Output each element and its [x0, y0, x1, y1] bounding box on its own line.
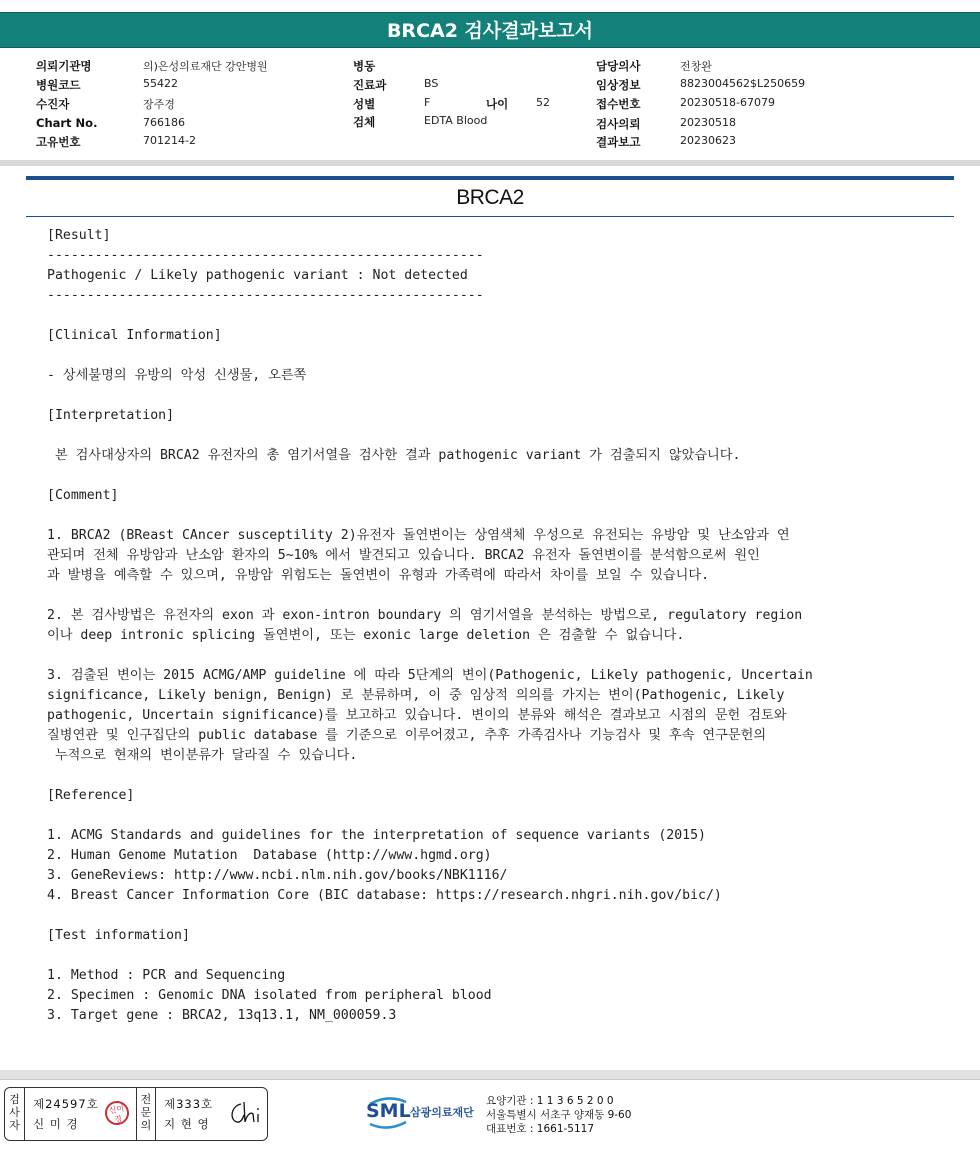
report-line: significance, Likely benign, Benign) 로 분류하며, 이 중 임상적 의의를 가지는 변이(Pathogenic, Likely	[47, 688, 785, 703]
report-line: -------------------------------------------------------	[47, 248, 484, 263]
report-line: 2. Human Genome Mutation Database (http://www.hgmd.org)	[47, 848, 492, 863]
age-value: 52	[536, 96, 550, 109]
request-label: 검사의뢰	[596, 117, 641, 131]
examiner-name: 신 미 경	[33, 1117, 79, 1131]
signature-box	[4, 1087, 268, 1141]
contact-info	[486, 1094, 631, 1136]
chart-label: Chart No.	[36, 116, 98, 130]
unique-label: 고유번호	[36, 135, 81, 149]
patient-label: 수진자	[36, 97, 70, 111]
report-line: [Interpretation]	[47, 408, 175, 423]
doctor-value: 전창완	[680, 60, 712, 73]
sml-logo	[366, 1092, 486, 1132]
receipt-label: 접수번호	[596, 97, 641, 111]
chart-value: 766186	[143, 116, 185, 129]
sex-value: F	[424, 96, 431, 109]
clinical-label: 임상정보	[596, 78, 641, 92]
specialist-name: 지 현 영	[164, 1117, 210, 1131]
hospital-code-label: 병원코드	[36, 78, 81, 92]
report-line: 관되며 전체 유방암과 난소암 환자의 5~10% 에서 발견되고 있습니다. BRCA2 유전자 돌연변이를 분석함으로써 원인	[47, 548, 760, 563]
report-date-value: 20230623	[680, 134, 736, 147]
report-line: 1. BRCA2 (BReast CAncer susceptility 2)유전자 돌연변이는 상염색체 우성으로 유전되는 유방암 및 난소암과 연	[47, 528, 790, 543]
org-name: 삼광의료재단	[410, 1106, 474, 1119]
institution-label: 의뢰기관명	[36, 59, 92, 73]
gene-title: BRCA2	[456, 186, 524, 209]
institution-value: 의)은성의료재단 강안병원	[143, 60, 268, 73]
specimen-label: 검체	[353, 115, 376, 129]
title-underline	[26, 216, 954, 217]
ward-label: 병동	[353, 59, 376, 73]
logo-text: SML	[366, 1100, 411, 1122]
report-line: 과 발병을 예측할 수 있으며, 유방암 위험도는 돌연변이 유형과 가족력에 따라서 차이를 보일 수 있습니다.	[47, 568, 710, 583]
contact-line-1: 요양기관 : 1 1 3 6 5 2 0 0	[486, 1095, 614, 1107]
specialist-no: 제333호	[164, 1097, 214, 1111]
examiner-no: 제24597호	[33, 1097, 99, 1111]
report-line: pathogenic, Uncertain significance)를 보고하고 있습니다. 변이의 분류와 해석은 결과보고 시점의 문헌 검토와	[47, 708, 787, 723]
report-line: [Comment]	[47, 488, 119, 503]
examiner-label: 검사자	[5, 1088, 25, 1140]
report-line: 이나 deep intronic splicing 돌연변이, 또는 exonic large deletion 은 검출할 수 없습니다.	[47, 628, 685, 643]
examiner-seal: 신미경	[103, 1099, 131, 1127]
report-line: -------------------------------------------------------	[47, 288, 484, 303]
dept-value: BS	[424, 77, 439, 90]
report-line: 본 검사대상자의 BRCA2 유전자의 총 염기서열을 검사한 결과 pathogenic variant 가 검출되지 않았습니다.	[47, 448, 741, 463]
signature-icon	[227, 1098, 263, 1128]
bottom-divider	[0, 1070, 980, 1080]
patient-value: 장주경	[143, 98, 175, 111]
report-body	[26, 176, 954, 1150]
top-divider	[0, 160, 980, 166]
contact-line-2: 서울특별시 서초구 양재동 9-60	[486, 1109, 632, 1121]
report-line: 3. GeneReviews: http://www.ncbi.nlm.nih.gov/books/NBK1116/	[47, 868, 508, 883]
report-line: 1. Method : PCR and Sequencing	[47, 968, 286, 983]
report-line: 1. ACMG Standards and guidelines for the interpretation of sequence variants (2015)	[47, 828, 706, 843]
report-date-label: 결과보고	[596, 135, 641, 149]
dept-label: 진료과	[353, 78, 387, 92]
specimen-value: EDTA Blood	[424, 114, 488, 127]
report-title: BRCA2 검사결과보고서	[0, 12, 980, 48]
doctor-label: 담당의사	[596, 59, 641, 73]
report-line: [Result]	[47, 228, 111, 243]
report-line: [Reference]	[47, 788, 135, 803]
report-line: 3. 검출된 변이는 2015 ACMG/AMP guideline 에 따라 5단계의 변이(Pathogenic, Likely pathogenic, Uncertain	[47, 668, 813, 683]
age-label: 나이	[486, 97, 509, 111]
report-line: 질병연관 및 인구집단의 public database 를 기준으로 이루어졌고, 추후 가족검사나 기능검사 및 후속 연구문헌의	[47, 728, 767, 743]
report-line: [Clinical Information]	[47, 328, 222, 343]
report-line: [Test information]	[47, 928, 190, 943]
patient-info-panel	[0, 56, 980, 160]
report-line: 2. 본 검사방법은 유전자의 exon 과 exon-intron boundary 의 염기서열을 분석하는 방법으로, regulatory region	[47, 608, 803, 623]
receipt-value: 20230518-67079	[680, 96, 775, 109]
report-line: 3. Target gene : BRCA2, 13q13.1, NM_000059.3	[47, 1008, 397, 1023]
specialist-label: 전문의	[136, 1088, 156, 1140]
title-rule	[26, 176, 954, 180]
contact-line-3: 대표번호 : 1661-5117	[486, 1123, 595, 1135]
report-line: Pathogenic / Likely pathogenic variant : Not detected	[47, 268, 468, 283]
report-line: - 상세불명의 유방의 악성 신생물, 오른쪽	[47, 368, 307, 383]
hospital-code-value: 55422	[143, 77, 178, 90]
request-value: 20230518	[680, 116, 736, 129]
clinical-value: 8823004562$L250659	[680, 77, 806, 90]
unique-value: 701214-2	[143, 134, 196, 147]
report-line: 2. Specimen : Genomic DNA isolated from peripheral blood	[47, 988, 492, 1003]
report-line: 4. Breast Cancer Information Core (BIC database: https://research.nhgri.nih.gov/bic/)	[47, 888, 722, 903]
sex-label: 성별	[353, 97, 376, 111]
report-line: 누적으로 현재의 변이분류가 달라질 수 있습니다.	[47, 748, 358, 763]
